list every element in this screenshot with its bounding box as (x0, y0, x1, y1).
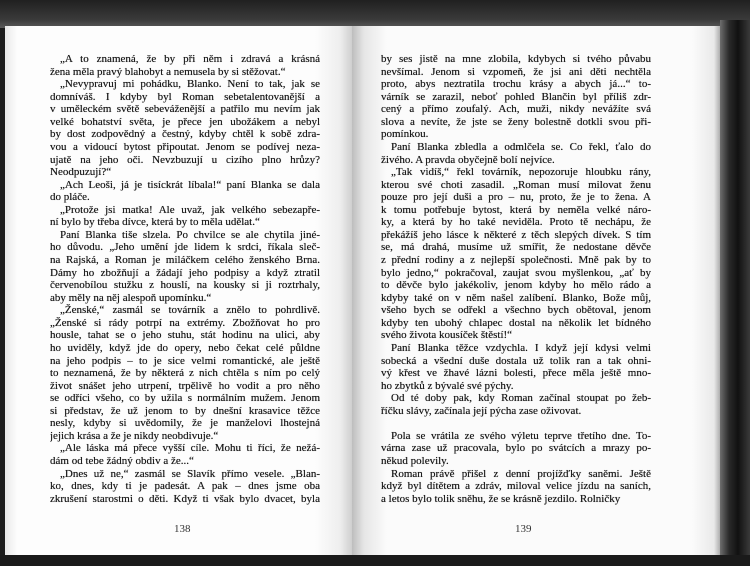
text-line: a letos bylo tolik sněhu, že se krásně jezdilo. Rolničky (381, 492, 621, 505)
paragraph (50, 304, 320, 442)
text-line: „Ženské si rády potrpí na extrémy. Zbožňovat ho pro (50, 316, 320, 329)
paragraph (381, 430, 651, 468)
text-line: Dámy ho zbožňují a žádají jeho podpisy a když ztratil (50, 266, 320, 279)
text-line: kdyby ten ubohý chlapec dostal na několik let bídného (381, 316, 651, 329)
text-line: „Dnes už ne,“ zasmál se Slavík přímo vesele. „Blan- (60, 467, 320, 480)
paragraph (381, 468, 651, 506)
text-line: to děvče bylo jakékoliv, jenom kdyby ho mělo rádo a (381, 279, 651, 292)
text-line: živého. A pravda obyčejně bolí nejvíce. (381, 153, 555, 166)
page-number-right: 139 (515, 523, 532, 535)
text-line: ní bylo by třeba dívce, která by to měla udělat.“ (50, 216, 260, 229)
text-line: „Tak vidíš,“ řekl továrník, nepozoruje hloubku rány, (391, 166, 651, 179)
text-line: dám od tebe žádný obdiv a že...“ (50, 455, 194, 467)
text-line: „Nevypravuj mi pohádku, Blanko. Není to tak, jak se (60, 78, 320, 91)
text-line: Neodpuzují?“ (50, 166, 112, 179)
text-line: cený a přímo zoufalý. Ach, muži, nikdy nevážíte svá (381, 103, 651, 116)
text-line: by ses jistě na mne zlobila, kdybych si tvého půvabu (381, 53, 651, 65)
right-page-text (381, 53, 651, 505)
text-line: vou a vidoucí bytost připoutat. Jenom se podívej neza- (50, 140, 320, 153)
paragraph (381, 166, 651, 342)
scan-top-border (0, 0, 750, 28)
text-line: se odříci všeho, co by užila s normálním mužem. Jenom (50, 392, 320, 405)
paragraph (50, 468, 320, 506)
text-line: várna zase už pracovala, bylo po svátcích a mrazy po- (381, 442, 651, 455)
text-line: žena měla pravý blahobyt a nemusela by si stěžovat.“ (50, 65, 286, 78)
text-line: pouze pro její duši a pro – nu, proto, že je to žena. A (381, 191, 651, 204)
text-line: do pláče. (50, 191, 90, 204)
text-line: Paní Blanka těžce vzdychla. I když její kdysi velmi (391, 341, 651, 354)
text-line: ky, a která by ho také neviděla. Proto tě nechápu, že (381, 216, 651, 229)
text-line: nesly, kdyby si uvědomily, že je manželovi lhostejná (50, 417, 320, 430)
paragraph (50, 229, 320, 304)
text-line: „Ach Leoši, já je tisíckrát líbala!“ paní Blanka se dala (60, 178, 320, 191)
text-line: svého života kousíček štěstí!“ (381, 329, 513, 342)
text-line: vý křest ve žhavé lázni bolesti, přece měla ještě mno- (381, 367, 651, 380)
text-line: Paní Blanka zbledla a odmlčela se. Co řekl, ťalo do (391, 140, 651, 153)
paragraph (50, 204, 320, 229)
text-line: to neznamená, že by některá z nich chtěla s ním po celý (50, 367, 320, 380)
text-line: domníváš. I kdyby byl Roman sebetalentovanější a (50, 90, 320, 103)
text-line: kdyby také on v něm našel zalíbení. Blanko, Bože můj, (381, 291, 651, 304)
text-line: překážíš jeho lásce k některé z těch slepých dívek. S tím (381, 228, 651, 241)
text-line: se, má drahá, musíme už smířit, že nedostane děvče (381, 241, 651, 254)
text-line: bylo jedno,“ pokračoval, zaujat svou myšlenkou, „ať by (381, 266, 651, 279)
text-line: k tomu potřebuje bytost, která by neměla velké náro- (381, 203, 651, 216)
text-line: „Protože jsi matka! Ale uvaž, jak velkého sebezapře- (60, 203, 320, 216)
paragraph (50, 442, 320, 467)
section-break (381, 417, 651, 430)
paragraph (50, 78, 320, 179)
paragraph (381, 392, 651, 417)
text-line: v uměleckém světě sebeváženější a patřilo mu nevím jak (50, 103, 320, 116)
text-line: na jeho podpis – to je sice velmi romantické, ale ještě (50, 354, 320, 367)
text-line: někud polevily. (381, 455, 449, 467)
text-line: si představ, že už jenom to by dnešní krasavice těžce (50, 404, 320, 417)
text-line: jejich krása a že je nikdy neobdivuje.“ (50, 429, 219, 442)
text-line: ko, dnes, kdy ti je padesát. A pak – dnes jsme oba (50, 480, 320, 493)
text-line: z přední rodiny a z nejlepší společnosti. Mně pak by to (381, 254, 651, 266)
text-line: nevšímal. Jenom si vzpomeň, že jsi ani děti nechtěla (381, 65, 651, 78)
paragraph (50, 53, 320, 78)
text-line: ho uviděly, když jde do opery, nebo čekat celé půldne (50, 341, 320, 354)
paragraph (50, 179, 320, 204)
text-line: Od té doby pak, kdy Roman začínal stoupat po žeb- (391, 392, 651, 405)
text-line: proto, abys neztratila trochu krásy a abych já...“ to- (381, 78, 651, 91)
paragraph (381, 53, 651, 141)
text-line: „Ale láska má přece vyšší cíle. Mohu ti říci, že nežá- (60, 442, 320, 455)
text-line: by dost zodpovědný a čestný, kdyby chtěl k sobě zdra- (50, 128, 320, 141)
page-number-left: 138 (174, 523, 191, 535)
paragraph (381, 141, 651, 166)
text-line: červenobílou stužku z houslí, na kousky si ji roztrhaly, (50, 279, 320, 292)
scan-bottom-border (0, 555, 750, 566)
left-page-text (50, 53, 320, 505)
text-line: „A to znamená, že by při něm i zdravá a krásná (60, 53, 320, 65)
text-line: velké bohatství světa, je přece jen ubožákem a nebyl (50, 115, 320, 128)
text-line: aby měly na něj alespoň upomínku.“ (50, 291, 212, 304)
text-line: ho zbytků z bývalé své pýchy. (381, 379, 514, 392)
text-line: ujatě na jeho oči. Nevzbuzují u cizího plno hrůzy? (50, 153, 320, 166)
text-line: říčku slávy, začínala její pýcha zase oživovat. (381, 404, 582, 417)
text-line: Paní Blanka tiše slzela. Po chvilce se ale chytila jiné- (60, 228, 320, 241)
text-line: pomínkou. (381, 128, 429, 141)
text-line: sobecká a všední duše dostala už tolik ran a tak ohni- (381, 354, 651, 367)
text-line: várník se zarazil, neboť pohled Blančin byl příliš zdr- (381, 90, 651, 103)
text-line: všeho bych se odřekl a všechno bych obětoval, jenom (381, 304, 651, 317)
text-line: Roman právě přišel z denní projížďky saněmi. Ještě (391, 467, 651, 480)
text-line: ho důvodu. „Jeho umění jde lidem k srdci, říkala sleč- (50, 241, 320, 254)
text-line: „Ženské,“ zasmál se továrník a znělo to pohrdlivě. (60, 304, 320, 317)
text-line: život snášet jeho utrpení, trpělivě ho vodit a pro něho (50, 379, 320, 392)
text-line: slova a nevíte, že jste se ženy bolestně dotkli svou při- (381, 115, 651, 128)
text-line: kterou své choti zasadil. „Roman musí milovat ženu (381, 178, 651, 191)
text-line: housle, tahat se o jeho stuhu, stát hodinu na ulici, aby (50, 329, 320, 342)
paragraph (381, 342, 651, 392)
text-line: Pola se vrátila ze svého výletu teprve třetího dne. To- (391, 429, 651, 442)
book-edge-shadow (720, 20, 750, 566)
text-line: na Rajská, a Roman je miláčkem celého ženského Brna. (50, 254, 320, 266)
text-line: když byl dítětem a zdráv, miloval velice jízdu na saních, (381, 480, 651, 493)
text-line: zkrušení starostmi o děti. Když ti však bylo dvacet, byla (50, 492, 320, 505)
